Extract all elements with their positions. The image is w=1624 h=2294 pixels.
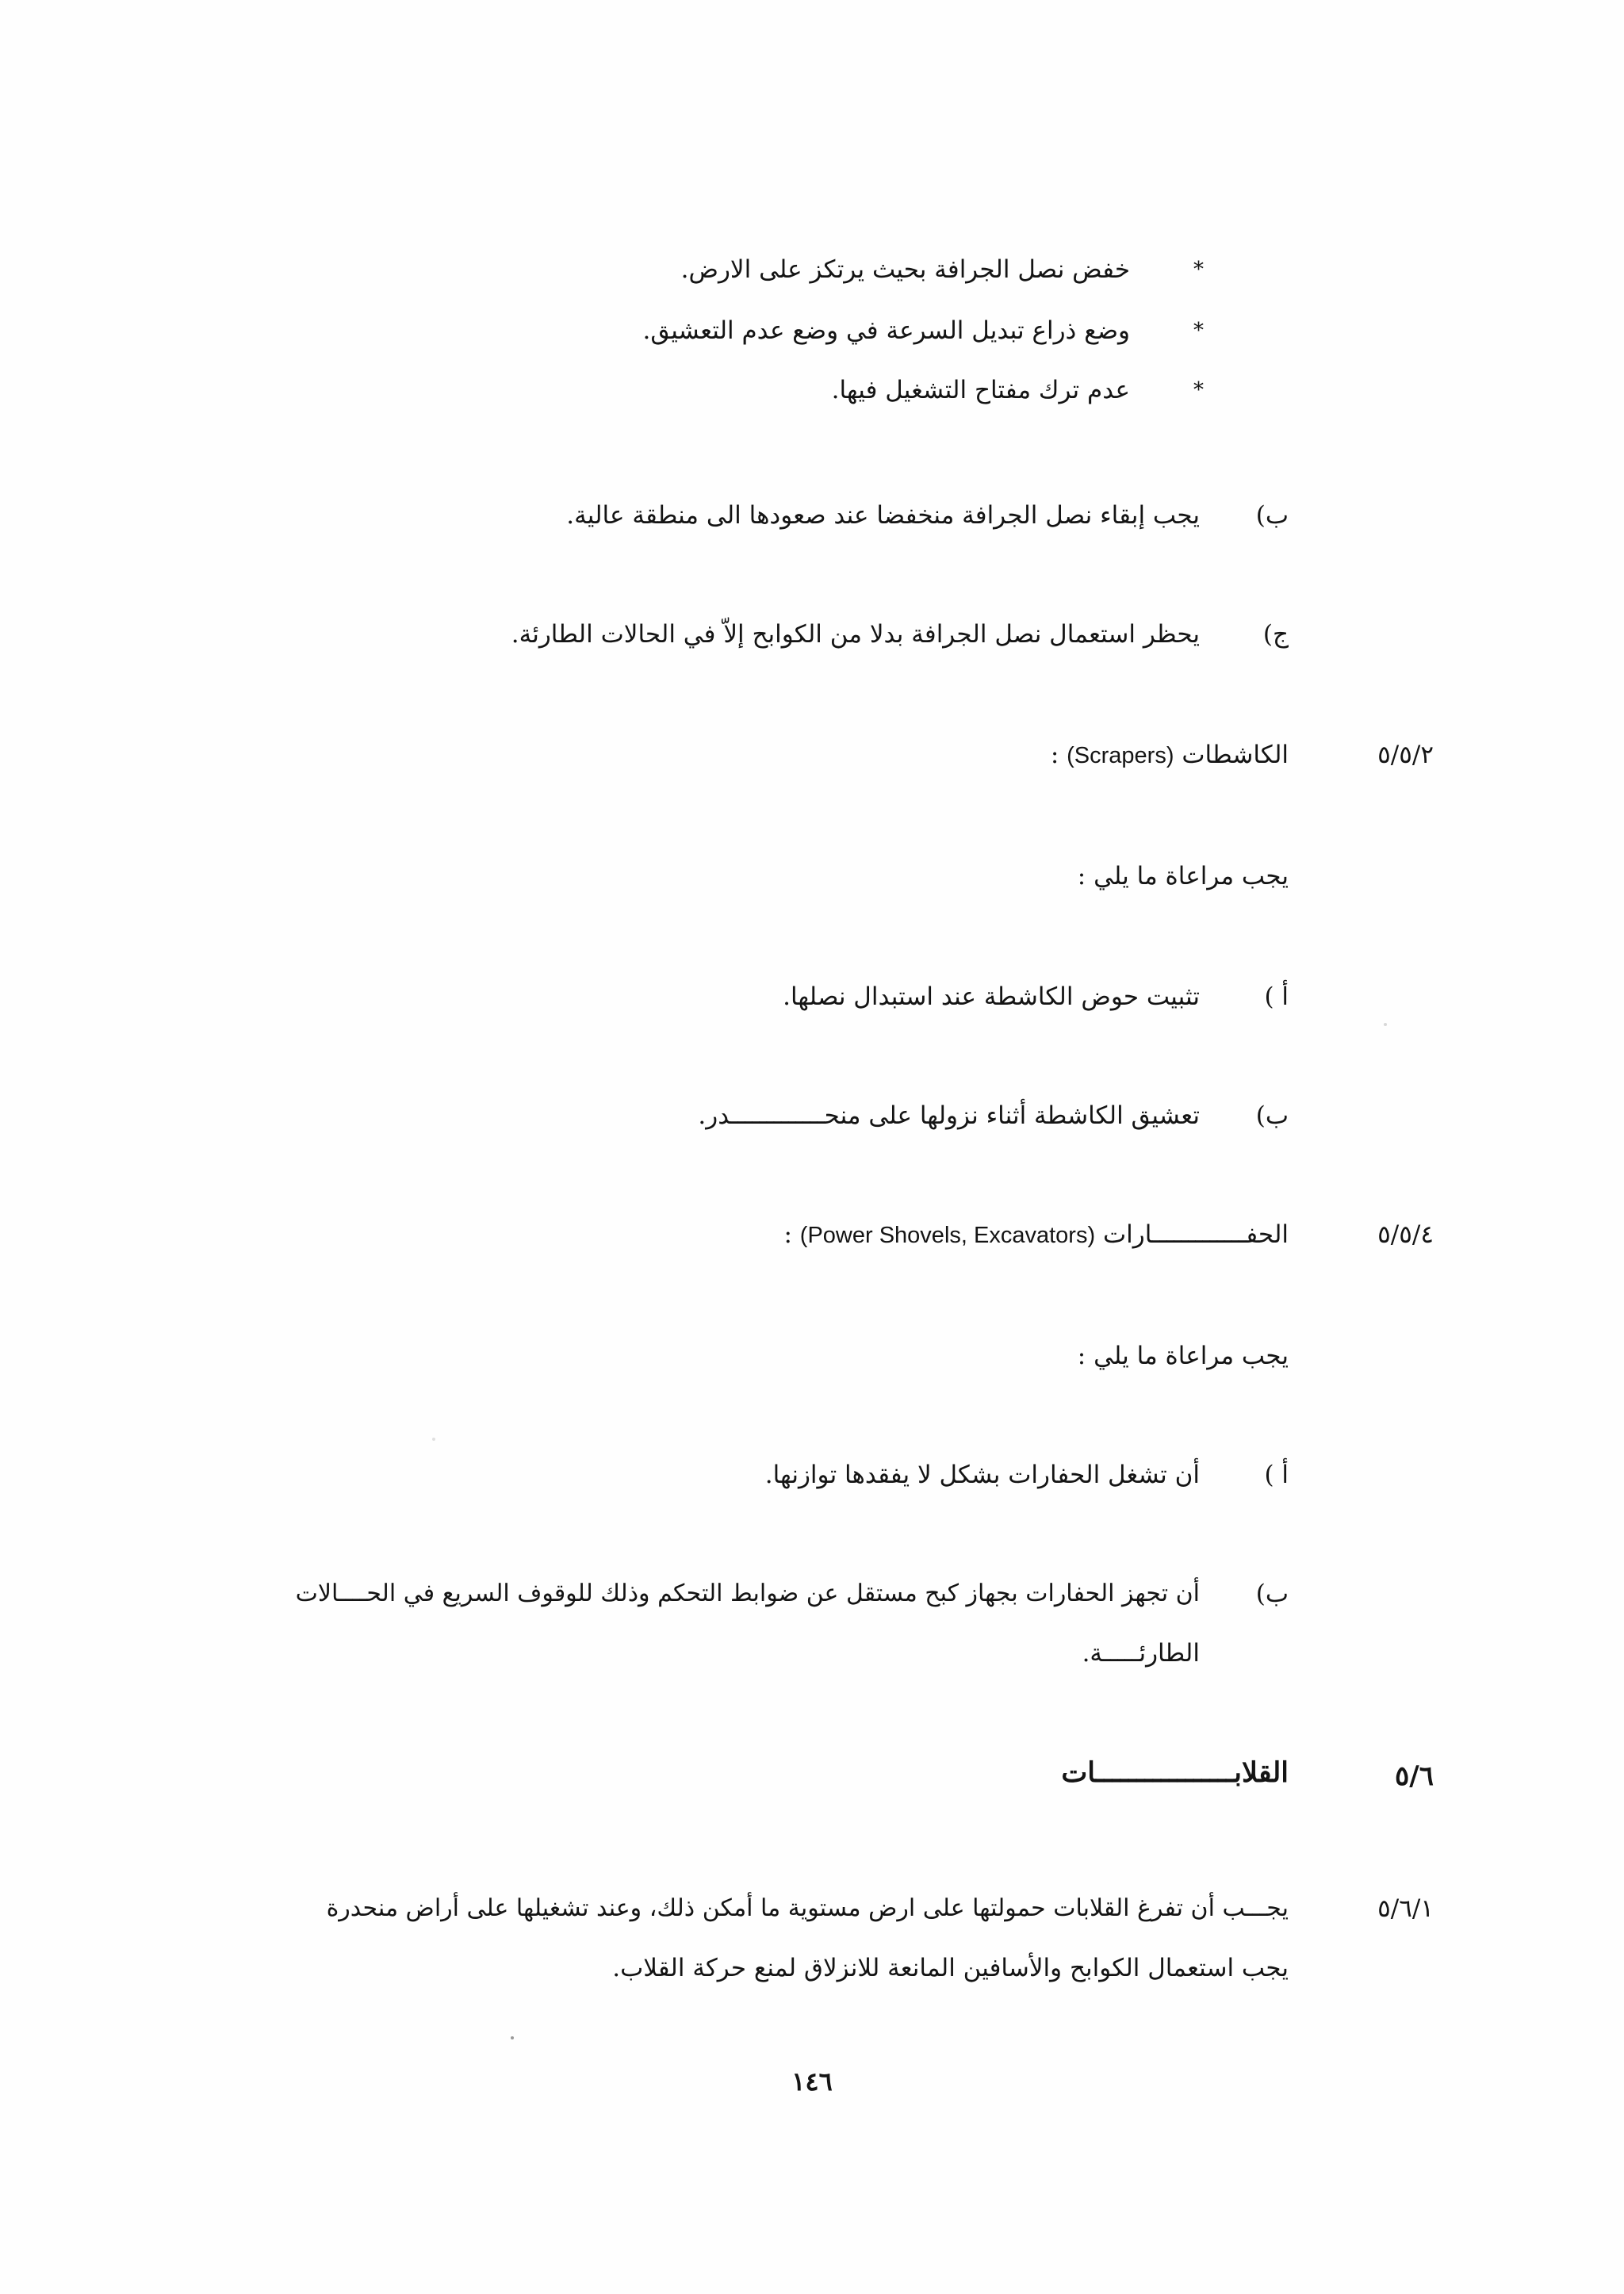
scan-speck <box>432 1438 435 1441</box>
scan-speck <box>511 2036 514 2039</box>
section-number: ٥/٥/٢ <box>1377 741 1434 769</box>
subsection-number: ٥/٦/١ <box>1377 1894 1434 1923</box>
list-item-text: أن تشغل الحفارات بشكل لا يفقدها توازنها. <box>764 1461 1200 1489</box>
list-item-text: أن تجهز الحفارات بجهاز كبح مستقل عن ضوابط التحكم وذلك للوقوف السريع في الحــــالات <box>295 1580 1200 1607</box>
item-c-text: يحظر استعمال نصل الجرافة بدلا من الكوابح إلاّ في الحالات الطارئة. <box>511 620 1200 649</box>
section-heading-excavators <box>783 1217 1289 1253</box>
section-number: ٥/٦ <box>1395 1760 1434 1792</box>
list-item-marker: أ ) <box>1264 982 1289 1011</box>
item-c-marker: ج) <box>1262 620 1289 649</box>
list-item-continuation: الطارئـــــة. <box>1082 1639 1200 1668</box>
section-title-ar: الحفـــــــــــــارات <box>1102 1220 1289 1249</box>
list-item-text: تعشيق الكاشطة أثناء نزولها على منحـــــــــــــدر. <box>698 1101 1200 1130</box>
section-title-en: (Power Shovels, Excavators) <box>799 1223 1096 1248</box>
list-item-marker: ب) <box>1255 1101 1289 1130</box>
scan-speck <box>1384 1023 1387 1026</box>
section-number: ٥/٥/٤ <box>1377 1220 1434 1249</box>
list-item-marker: ب) <box>1255 1580 1289 1608</box>
paragraph-line: يجب استعمال الكوابح والأسافين المانعة للانزلاق لمنع حركة القلاب. <box>612 1954 1289 1982</box>
section-title-en: (Scrapers) <box>1067 743 1174 768</box>
bullet-marker: * <box>1193 319 1204 343</box>
section-title-colon: : <box>783 1220 792 1249</box>
bullet-item-1: خفض نصل الجرافة بحيث يرتكز على الارض. <box>680 255 1130 284</box>
item-b-marker: ب) <box>1255 501 1289 530</box>
page-number: ١٤٦ <box>791 2066 833 2097</box>
section-intro: يجب مراعاة ما يلي : <box>1077 1342 1289 1370</box>
list-item-text: تثبيت حوض الكاشطة عند استبدال نصلها. <box>783 982 1200 1011</box>
bullet-marker: * <box>1193 378 1204 402</box>
bullet-marker: * <box>1193 258 1204 281</box>
item-b-text: يجب إبقاء نصل الجرافة منخفضا عند صعودها الى منطقة عالية. <box>566 501 1200 530</box>
section-heading-scrapers <box>1051 737 1289 773</box>
section-title: القلابـــــــــــــــــات <box>1061 1756 1289 1789</box>
section-title-ar: الكاشطات <box>1182 741 1289 769</box>
list-item-marker: أ ) <box>1264 1461 1289 1489</box>
section-intro: يجب مراعاة ما يلي : <box>1077 862 1289 890</box>
bullet-item-2: وضع ذراع تبديل السرعة في وضع عدم التعشيق. <box>642 316 1130 345</box>
paragraph-line: يجـــب أن تفرغ القلابات حمولتها على ارض مستوية ما أمكن ذلك، وعند تشغيلها على أراض منحدرة <box>326 1894 1289 1922</box>
section-title-colon: : <box>1050 741 1059 769</box>
bullet-item-3: عدم ترك مفتاح التشغيل فيها. <box>831 376 1130 404</box>
